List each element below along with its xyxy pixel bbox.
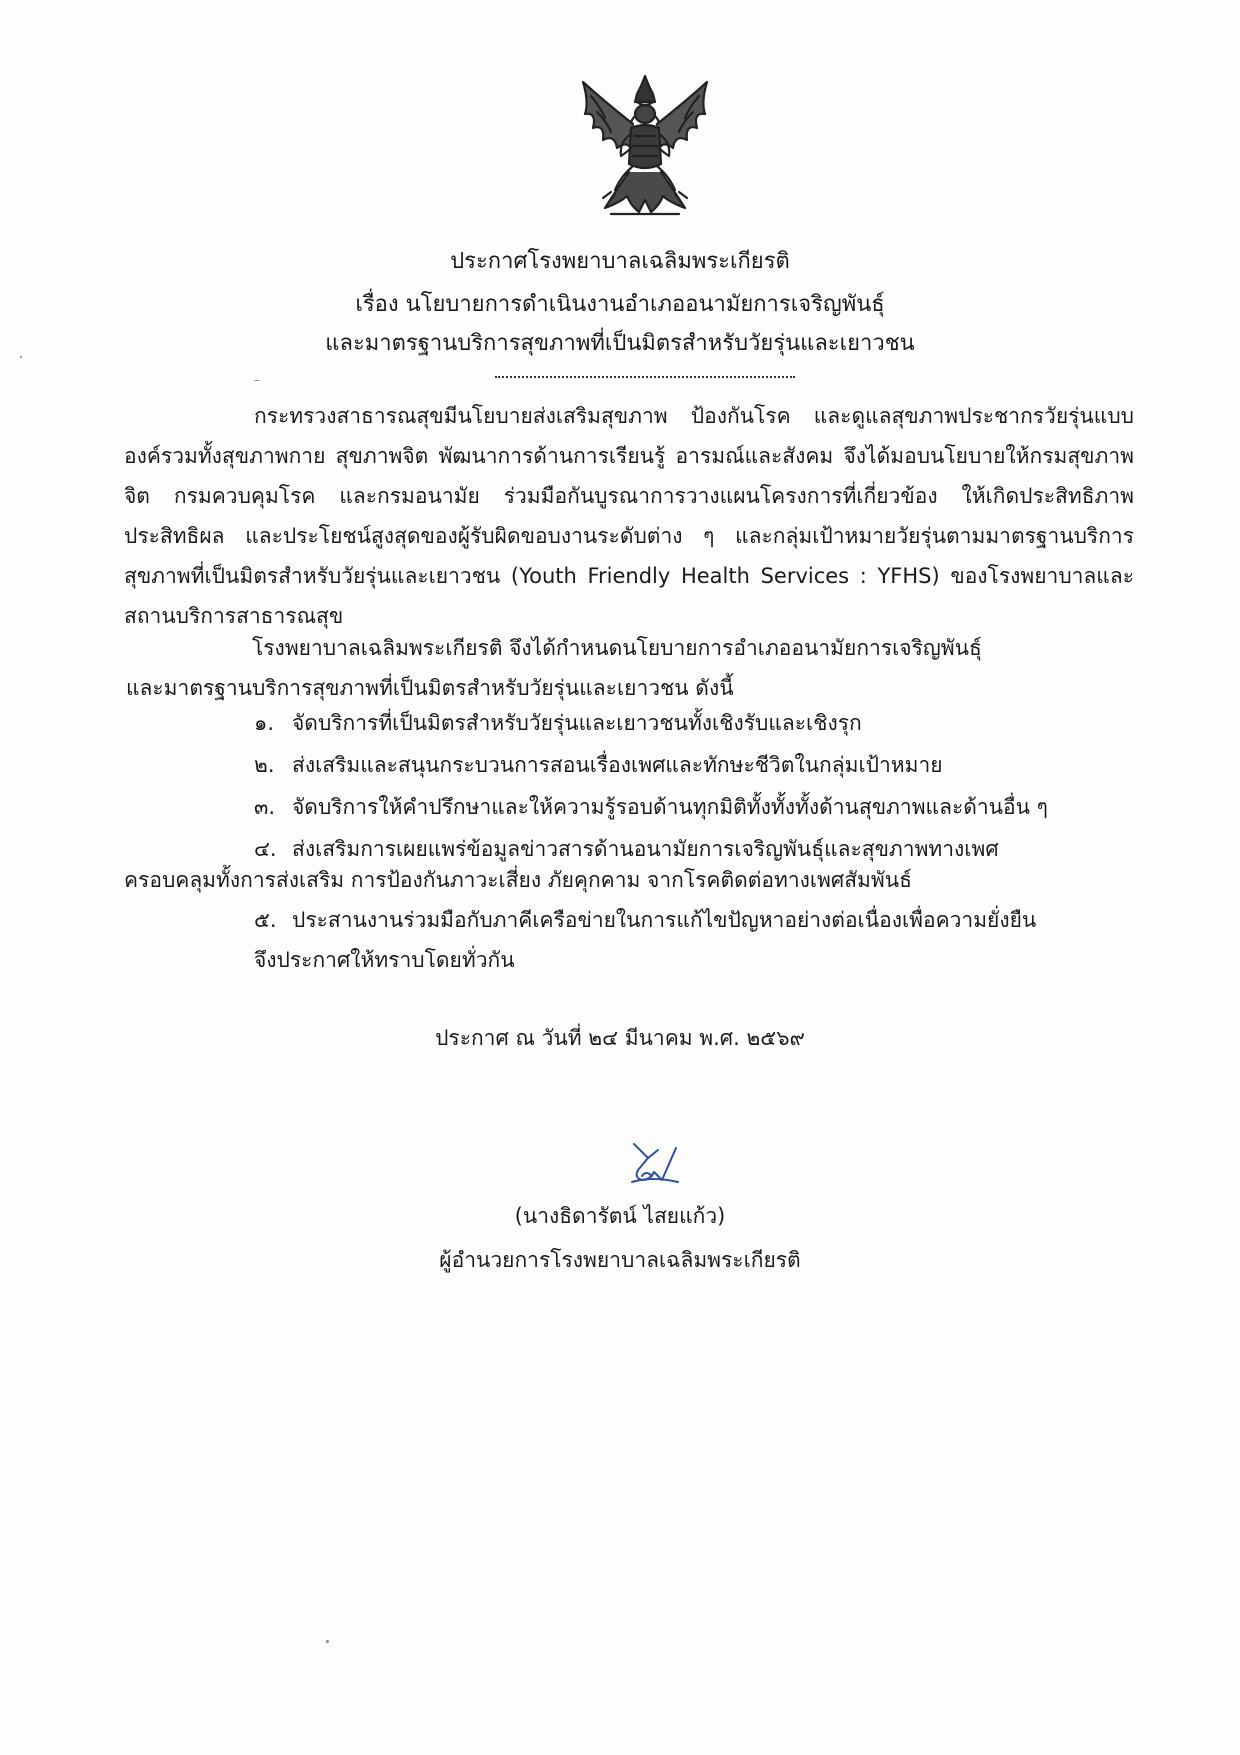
garuda-emblem-icon [575,72,715,222]
signature-icon [628,1140,682,1186]
list-item-continuation: ครอบคลุมทั้งการส่งเสริม การป้องกันภาวะเสี่ยง ภัยคุกคาม จากโรคติดต่อทางเพศสัมพันธ์ [124,868,912,892]
list-item [254,900,1036,940]
list-item-number: ๔. [254,837,277,861]
list-item [254,786,1114,828]
list-item-text: ส่งเสริมและสนุนกระบวนการสอนเรื่องเพศและทักษะชีวิตในกลุ่มเป้าหมาย [292,753,943,777]
list-item-text: ส่งเสริมการเผยแพร่ข้อมูลข่าวสารด้านอนามัยการเจริญพันธุ์และสุขภาพทางเพศ [292,837,999,861]
scan-speck [20,356,22,358]
paragraph-intro: กระทรวงสาธารณสุขมีนโยบายส่งเสริมสุขภาพ ป้องกันโรค และดูแลสุขภาพประชากรวัยรุ่นแบบองค์รวมทั้งสุขภาพกาย สุขภาพจิต พัฒนาการด้านการเรียนรู้ อารมณ์และสังคม จึงได้มอบนโยบายให้กรมสุขภาพจิต กรมควบคุมโรค และกรมอนามัย ร่วมมือกันบูรณาการวางแผนโครงการที่เกี่ยวข้อง ให้เกิดประสิทธิภาพ ประสิทธิผล และประโยชน์สูงสุดของผู้รับผิดขอบงานระดับต่าง ๆ และกลุ่มเป้าหมายวัยรุ่นตามมาตรฐานบริการสุขภาพที่เป็นมิตรสำหรับวัยรุ่นและเยาวชน (Youth Friendly Health Services : YFHS) ของโรงพยาบาลและสถานบริการสาธารณสุข [124,404,1134,628]
list-item [254,744,1114,786]
paragraph-policy [126,628,1136,708]
signatory-position: ผู้อำนวยการโรงพยาบาลเฉลิมพระเกียรติ [439,1248,801,1272]
dotted-divider [495,376,795,378]
policy-list [254,702,1114,870]
scan-speck [326,1640,329,1643]
paragraph-policy-line1: โรงพยาบาลเฉลิมพระเกียรติ จึงได้กำหนดนโยบายการอำเภออนามัยการเจริญพันธุ์ [252,636,982,660]
list-item-number: ๒. [254,753,275,777]
list-item-text: จัดบริการที่เป็นมิตรสำหรับวัยรุ่นและเยาวชนทั้งเชิงรับและเชิงรุก [292,711,862,735]
list-item-number: ๑. [254,711,275,735]
list-item-number: ๓. [254,795,276,819]
paragraph-policy-line2: และมาตรฐานบริการสุขภาพที่เป็นมิตรสำหรับวัยรุ่นและเยาวชน ดังนี้ [126,676,734,700]
announcement-date: ประกาศ ณ วันที่ ๒๔ มีนาคม พ.ศ. ๒๕๖๙ [435,1026,805,1050]
signatory-name: (นางธิดารัตน์ ไสยแก้ว) [514,1204,726,1228]
closing-statement: จึงประกาศให้ทราบโดยทั่วกัน [254,948,515,972]
list-item-text: ประสานงานร่วมมือกับภาคีเครือข่ายในการแก้ไขปัญหาอย่างต่อเนื่องเพื่อความยั่งยืน [292,908,1037,932]
list-item-number: ๕. [254,908,277,932]
document-subject: เรื่อง นโยบายการดำเนินงานอำเภออนามัยการเจริญพันธุ์ [355,292,885,317]
document-subject-line2: และมาตรฐานบริการสุขภาพที่เป็นมิตรสำหรับวัยรุ่นและเยาวชน [325,331,915,356]
document-title: ประกาศโรงพยาบาลเฉลิมพระเกียรติ [450,249,790,274]
list-item [254,702,1114,744]
list-item-text: จัดบริการให้คำปรึกษาและให้ความรู้รอบด้านทุกมิติทั้งทั้งทั้งด้านสุขภาพและด้านอื่น ๆ [292,795,1048,819]
scan-speck [254,380,260,381]
